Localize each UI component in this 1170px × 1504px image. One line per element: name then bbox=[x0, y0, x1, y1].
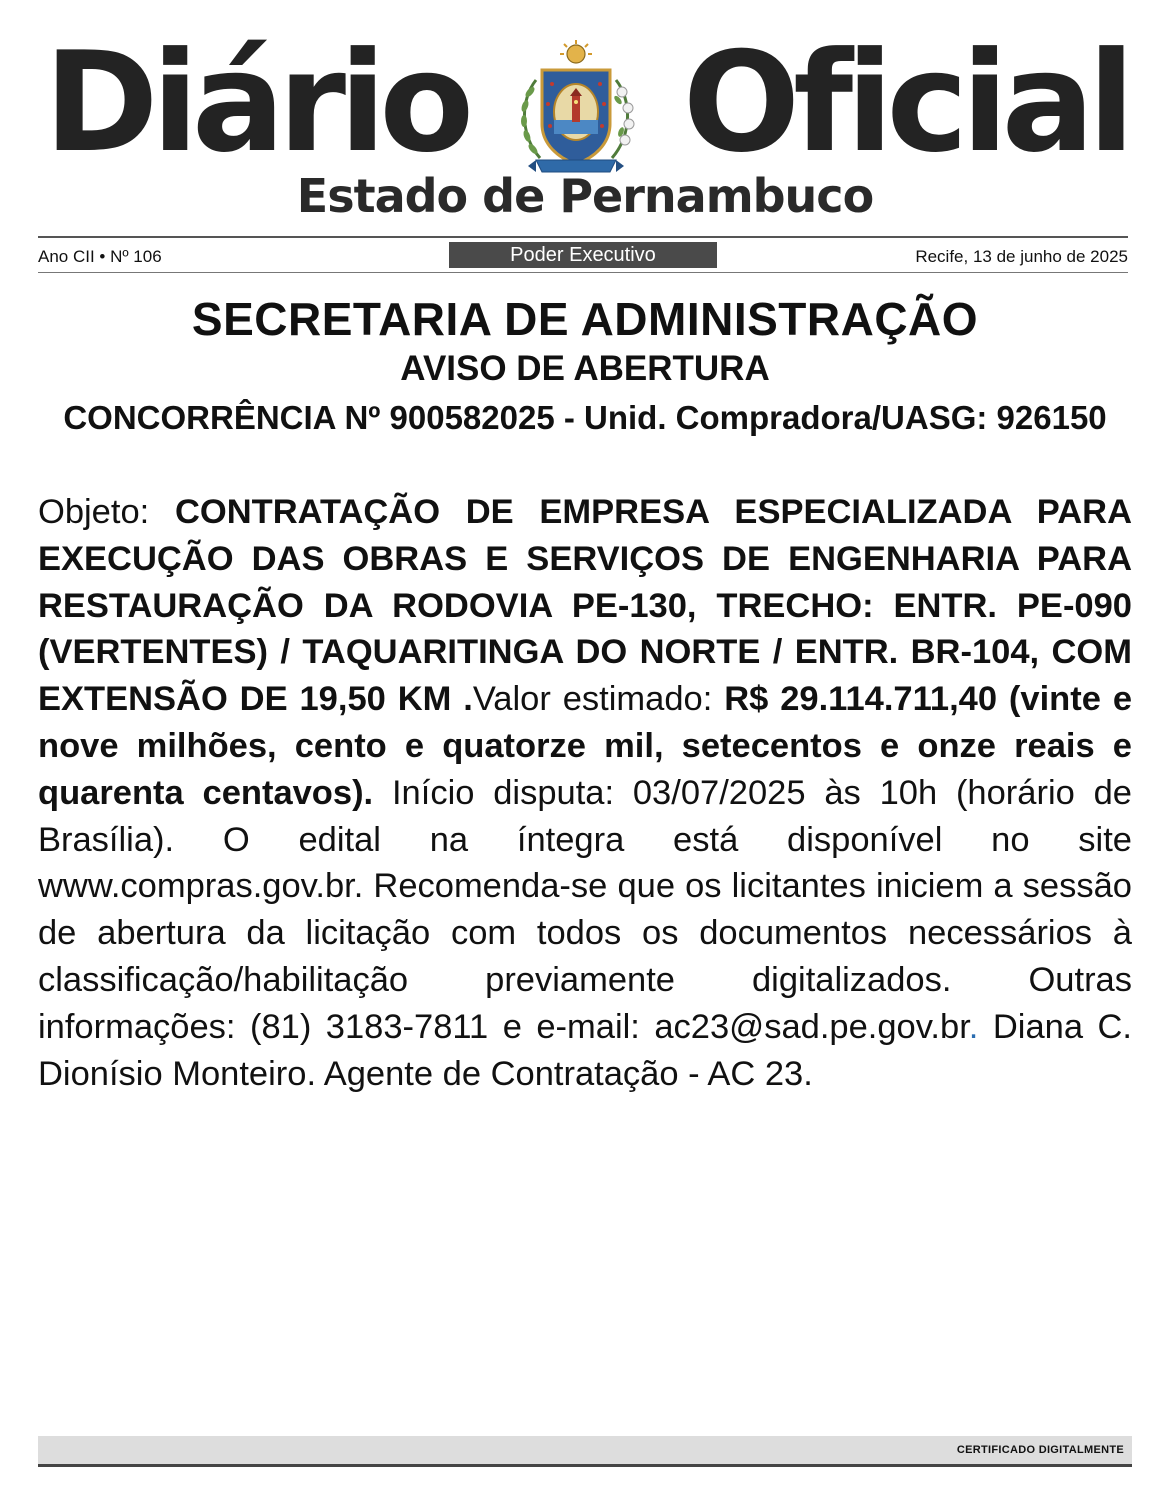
procurement-title: CONCORRÊNCIA Nº 900582025 - Unid. Compradora/UASG: 926150 bbox=[63, 399, 1107, 436]
value-label: Valor estimado: bbox=[472, 680, 713, 719]
notice-type: AVISO DE ABERTURA bbox=[400, 349, 770, 388]
masthead-divider bbox=[38, 236, 1128, 238]
edition-divider bbox=[38, 272, 1128, 273]
footer-divider bbox=[38, 1464, 1132, 1467]
signature: Diana C. Dionísio Monteiro. Agente de Contratação - AC 23. bbox=[38, 1007, 1132, 1093]
masthead-title-right: Oficial bbox=[682, 22, 1128, 183]
masthead bbox=[40, 20, 1130, 232]
masthead-title-left: Diário bbox=[44, 22, 468, 183]
masthead-subtitle: Estado de Pernambuco bbox=[296, 169, 874, 223]
object-description: CONTRATAÇÃO DE EMPRESA ESPECIALIZADA PARA EXECUÇÃO DAS OBRAS E SERVIÇOS DE ENGENHARIA PARA RESTAURAÇÃO DA RODOVIA PE-130, TRECHO: ENTR. PE-090 (VERTENTES) / TAQUARITINGA DO NORTE / ENTR. BR-104, COM EXTENSÃO DE 19,50 KM . bbox=[38, 493, 1132, 719]
notice-heading bbox=[38, 292, 1132, 441]
section-label: Poder Executivo bbox=[449, 242, 717, 268]
link-dot: . bbox=[968, 1007, 979, 1046]
estimated-value: R$ 29.114.711,40 (vinte e nove milhões, cento e quatorze mil, setecentos e onze reais e quarenta centavos). bbox=[38, 680, 1133, 812]
notice-details: Início disputa: 03/07/2025 às 10h (horário de Brasília). O edital na íntegra está disponível no site www.compras.gov.br. Recomenda-se que os licitantes iniciem a sessão de abertura da licitação com todos os documentos necessários à classificação/habilitação previamente digitalizados. Outras informações: (81) 3183-7811 e e-mail: ac23@sad.pe.gov.br bbox=[38, 773, 1132, 1046]
edition-bar bbox=[38, 242, 1128, 270]
pernambuco-coat-of-arms-icon bbox=[506, 40, 646, 180]
certification-label: CERTIFICADO DIGITALMENTE bbox=[956, 1444, 1124, 1456]
edition-number: Ano CII • Nº 106 bbox=[38, 247, 162, 266]
object-label: Objeto: bbox=[38, 493, 150, 531]
edition-date: Recife, 13 de junho de 2025 bbox=[915, 247, 1128, 266]
footer-bar bbox=[38, 1436, 1132, 1464]
notice-body bbox=[38, 489, 1132, 1097]
agency-title: SECRETARIA DE ADMINISTRAÇÃO bbox=[191, 293, 979, 345]
masthead-title bbox=[40, 20, 1130, 183]
